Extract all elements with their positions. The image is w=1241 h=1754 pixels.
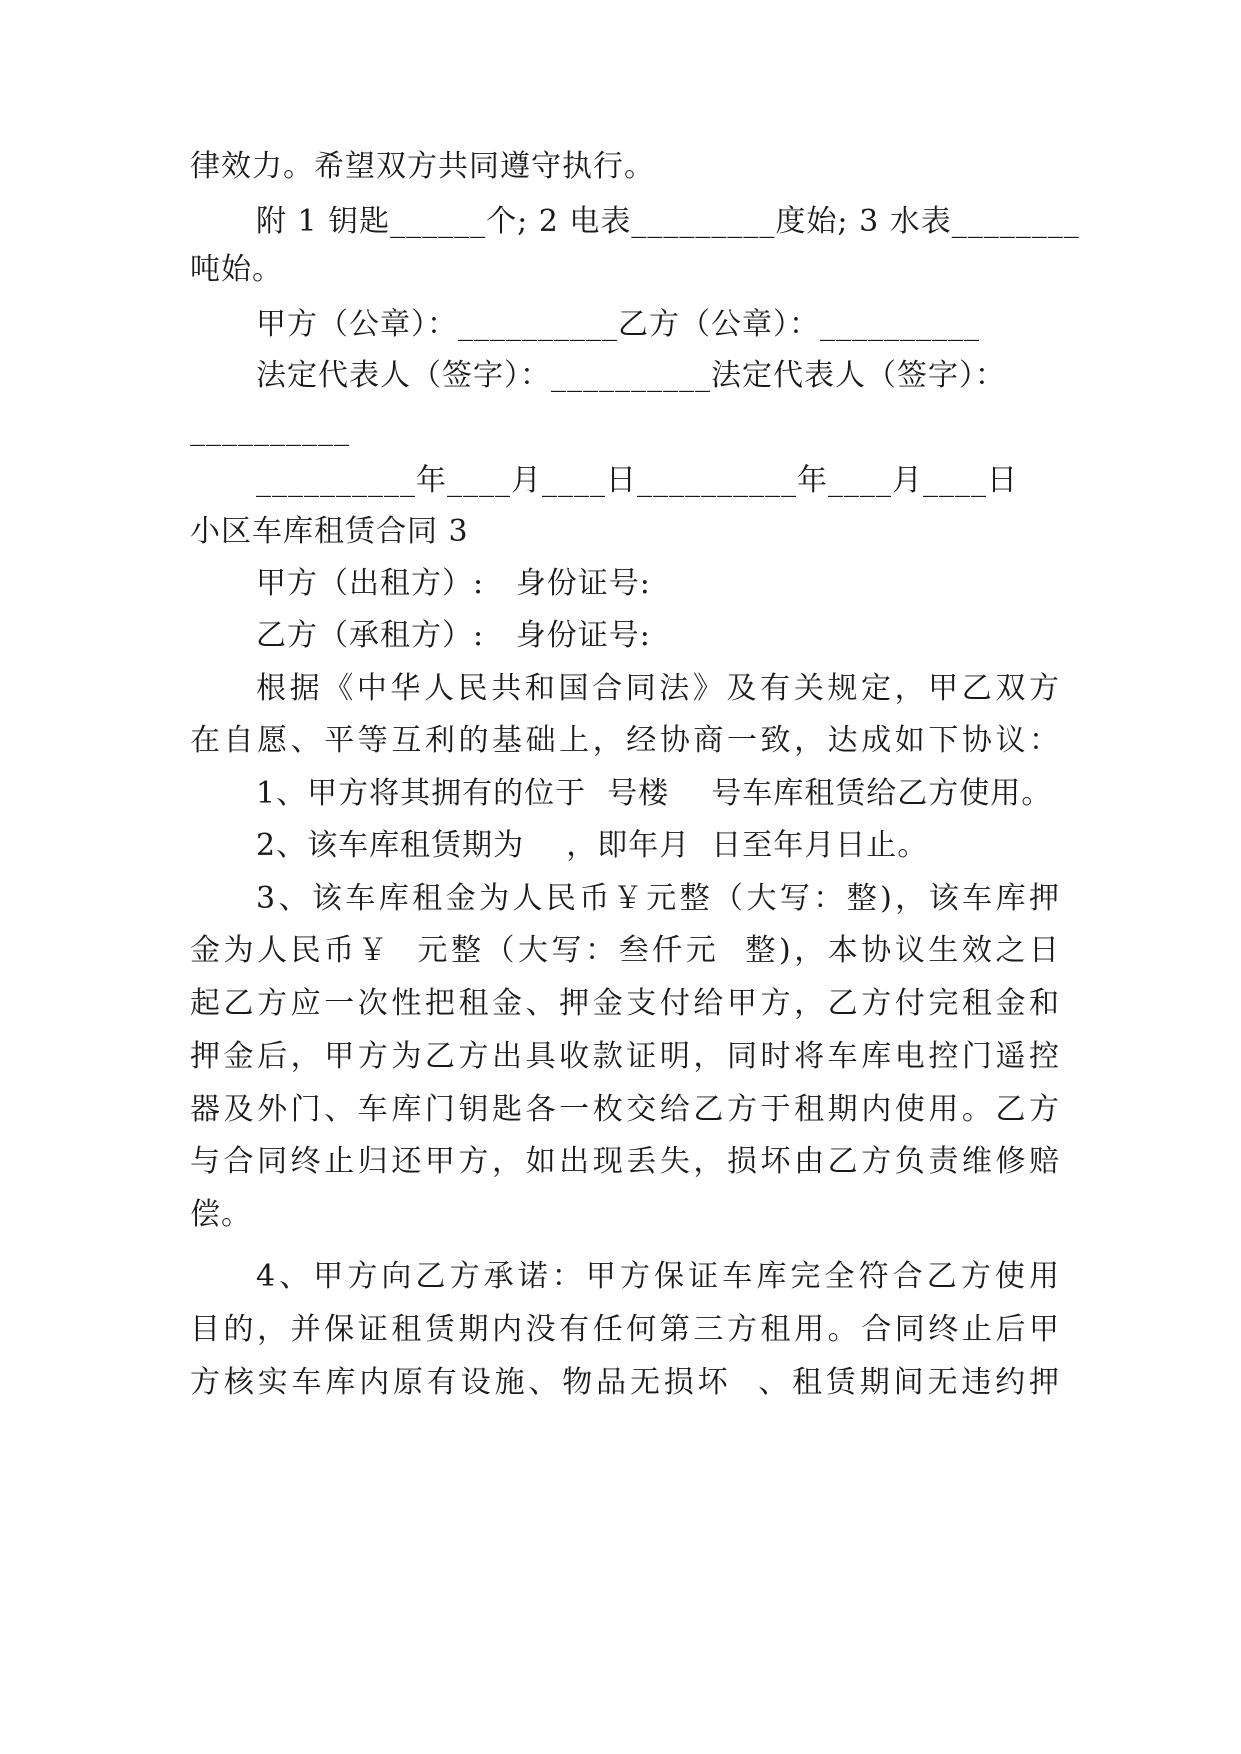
text-line: __________年____月____日__________年____月____日: [256, 463, 1018, 498]
text-line: 律效力。希望双方共同遵守执行。: [190, 149, 655, 184]
text-line: 方核实车库内原有设施、物品无损坏 、租赁期间无违约押: [190, 1365, 1060, 1400]
text-line: 2、该车库租赁期为 ，即年月 日至年月日止。: [256, 828, 929, 863]
text-line: 金为人民币￥ 元整（大写：叁仟元 整)，本协议生效之日: [190, 933, 1060, 968]
section-title: 小区车库租赁合同 3: [190, 514, 469, 549]
text-line: 法定代表人（签字）：__________法定代表人（签字）：: [256, 358, 1006, 393]
text-line: 附 1 钥匙______个; 2 电表_________度始; 3 水表________: [256, 204, 1080, 239]
text-line: 吨始。: [190, 252, 283, 287]
text-line: 乙方（承租方）: 身份证号:: [256, 618, 651, 653]
text-line: 甲方（出租方）: 身份证号:: [256, 566, 651, 601]
text-line: 与合同终止归还甲方，如出现丢失，损坏由乙方负责维修赔: [190, 1144, 1060, 1179]
text-line: 4、甲方向乙方承诺：甲方保证车库完全符合乙方使用: [256, 1259, 1060, 1294]
text-line: 偿。: [190, 1197, 252, 1232]
text-line: 器及外门、车库门钥匙各一枚交给乙方于租期内使用。乙方: [190, 1092, 1060, 1127]
text-line: 押金后，甲方为乙方出具收款证明，同时将车库电控门遥控: [190, 1039, 1060, 1074]
text-line: 根据《中华人民共和国合同法》及有关规定，甲乙双方: [256, 671, 1060, 706]
text-line: 3、该车库租金为人民币￥元整（大写：整)，该车库押: [256, 881, 1060, 916]
text-line: 起乙方应一次性把租金、押金支付给甲方，乙方付完租金和: [190, 986, 1060, 1021]
text-line: 目的，并保证租赁期内没有任何第三方租用。合同终止后甲: [190, 1312, 1060, 1347]
text-line: 1、甲方将其拥有的位于 号楼 号车库租赁给乙方使用。: [256, 776, 1053, 811]
text-line: __________: [190, 412, 350, 447]
text-line: 在自愿、平等互利的基础上，经协商一致，达成如下协议：: [190, 723, 1060, 758]
text-line: 甲方（公章）：__________乙方（公章）：__________: [256, 307, 980, 342]
